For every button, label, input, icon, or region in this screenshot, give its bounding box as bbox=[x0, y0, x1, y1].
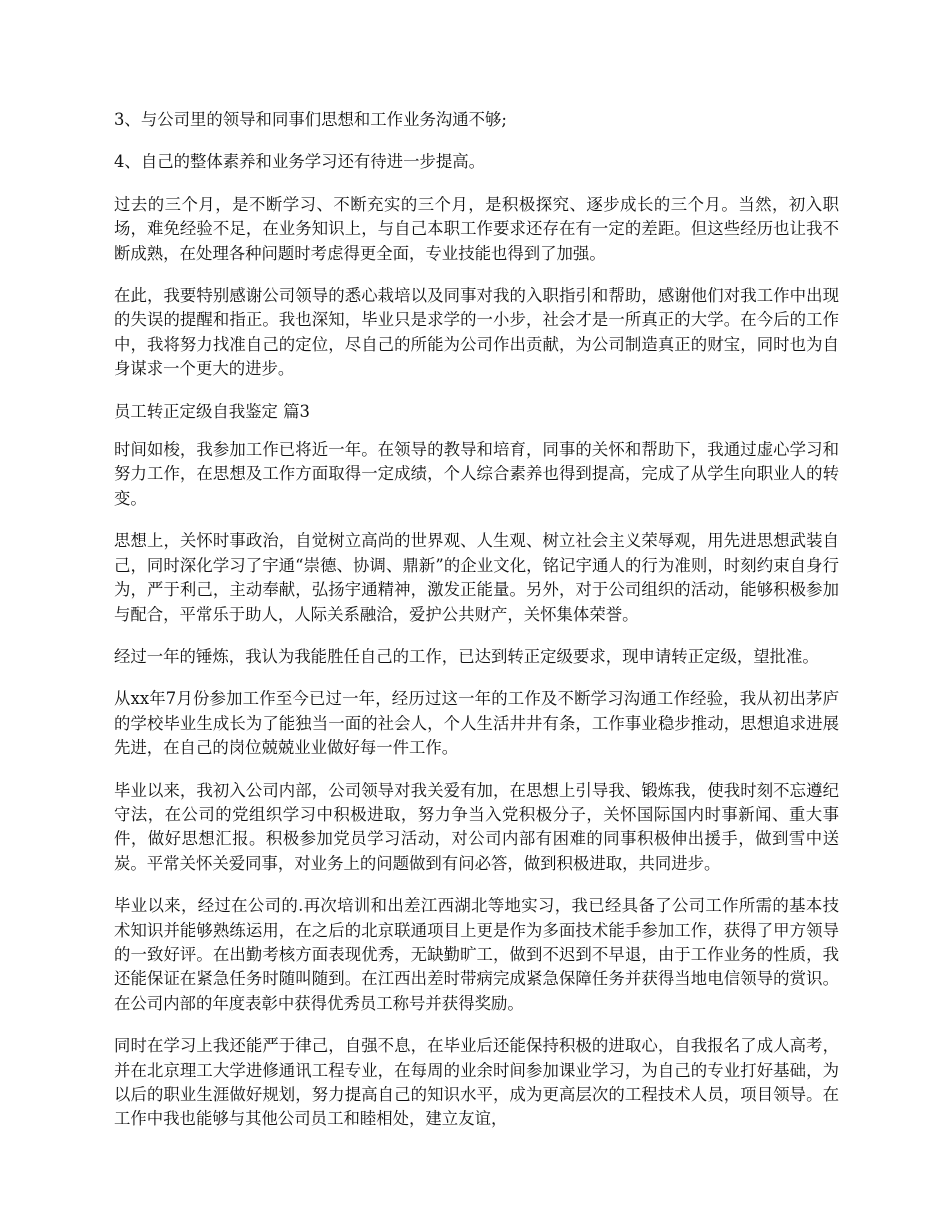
document-body bbox=[114, 108, 839, 1150]
paragraph: 同时在学习上我还能严于律己，自强不息，在毕业后还能保持积极的进取心，自我报名了成人高考，并在北京理工大学进修通讯工程专业，在每周的业余时间参加课业学习，为自己的专业打好基础，为以后的职业生涯做好规划，努力提高自己的知识水平，成为更高层次的工程技术人员，项目领导。在工作中我也能够与其他公司员工和睦相处，建立友谊， bbox=[114, 1036, 839, 1129]
paragraph: 毕业以来，经过在公司的.再次培训和出差江西湖北等地实习，我已经具备了公司工作所需的基本技术知识并能够熟练运用，在之后的北京联通项目上更是作为多面技术能手参加工作，获得了甲方领导的一致好评。在出勤考核方面表现优秀，无缺勤旷工，做到不迟到不早退，由于工作业务的性质，我还能保证在紧急任务时随叫随到。在江西出差时带病完成紧急保障任务并获得当地电信领导的赏识。在公司内部的年度表彰中获得优秀员工称号并获得奖励。 bbox=[114, 896, 839, 1013]
paragraph: 过去的三个月，是不断学习、不断充实的三个月，是积极探究、逐步成长的三个月。当然，初入职场，难免经验不足，在业务知识上，与自己本职工作要求还存在有一定的差距。但这些经历也让我不断成熟，在处理各种问题时考虑得更全面，专业技能也得到了加强。 bbox=[114, 194, 839, 263]
paragraph: 经过一年的锤炼，我认为我能胜任自己的工作，已达到转正定级要求，现申请转正定级，望批准。 bbox=[114, 646, 819, 666]
paragraph: 思想上，关怀时事政治，自觉树立高尚的世界观、人生观、树立社会主义荣辱观，用先进思想武装自己，同时深化学习了宇通“崇德、协调、鼎新”的企业文化，铭记宇通人的行为准则，时刻约束自身行为，严于利己，主动奉献，弘扬宇通精神，激发正能量。另外，对于公司组织的活动，能够积极参加与配合，平常乐于助人，人际关系融洽，爱护公共财产，关怀集体荣誉。 bbox=[114, 531, 839, 624]
paragraph: 从xx年7月份参加工作至今已过一年，经历过这一年的工作及不断学习沟通工作经验，我从初出茅庐的学校毕业生成长为了能独当一面的社会人，个人生活井井有条，工作事业稳步推动，思想追求进展先进，在自己的岗位兢兢业业做好每一件工作。 bbox=[114, 689, 839, 758]
paragraph: 毕业以来，我初入公司内部，公司领导对我关爱有加，在思想上引导我、锻炼我，使我时刻不忘遵纪守法，在公司的党组织学习中积极进取，努力争当入党积极分子，关怀国际国内时事新闻、重大事件，做好思想汇报。积极参加党员学习活动，对公司内部有困难的同事积极伸出援手，做到雪中送炭。平常关怀关爱同事，对业务上的问题做到有问必答，做到积极进取，共同进步。 bbox=[114, 780, 839, 873]
paragraph: 在此，我要特别感谢公司领导的悉心栽培以及同事对我的入职指引和帮助，感谢他们对我工作中出现的失误的提醒和指正。我也深知，毕业只是求学的一小步，社会才是一所真正的大学。在今后的工作中，我将努力找准自己的定位，尽自己的所能为公司作出贡献，为公司制造真正的财宝，同时也为自身谋求一个更大的进步。 bbox=[114, 286, 839, 379]
paragraph: 时间如梭，我参加工作已将近一年。在领导的教导和培育，同事的关怀和帮助下，我通过虚心学习和努力工作，在思想及工作方面取得一定成绩，个人综合素养也得到提高，完成了从学生向职业人的转变。 bbox=[114, 440, 839, 508]
section-heading: 员工转正定级自我鉴定 篇3 bbox=[114, 401, 310, 421]
list-item-4: 4、自己的整体素养和业务学习还有待进一步提高。 bbox=[114, 152, 486, 172]
list-item-3: 3、与公司里的领导和同事们思想和工作业务沟通不够; bbox=[114, 110, 507, 129]
